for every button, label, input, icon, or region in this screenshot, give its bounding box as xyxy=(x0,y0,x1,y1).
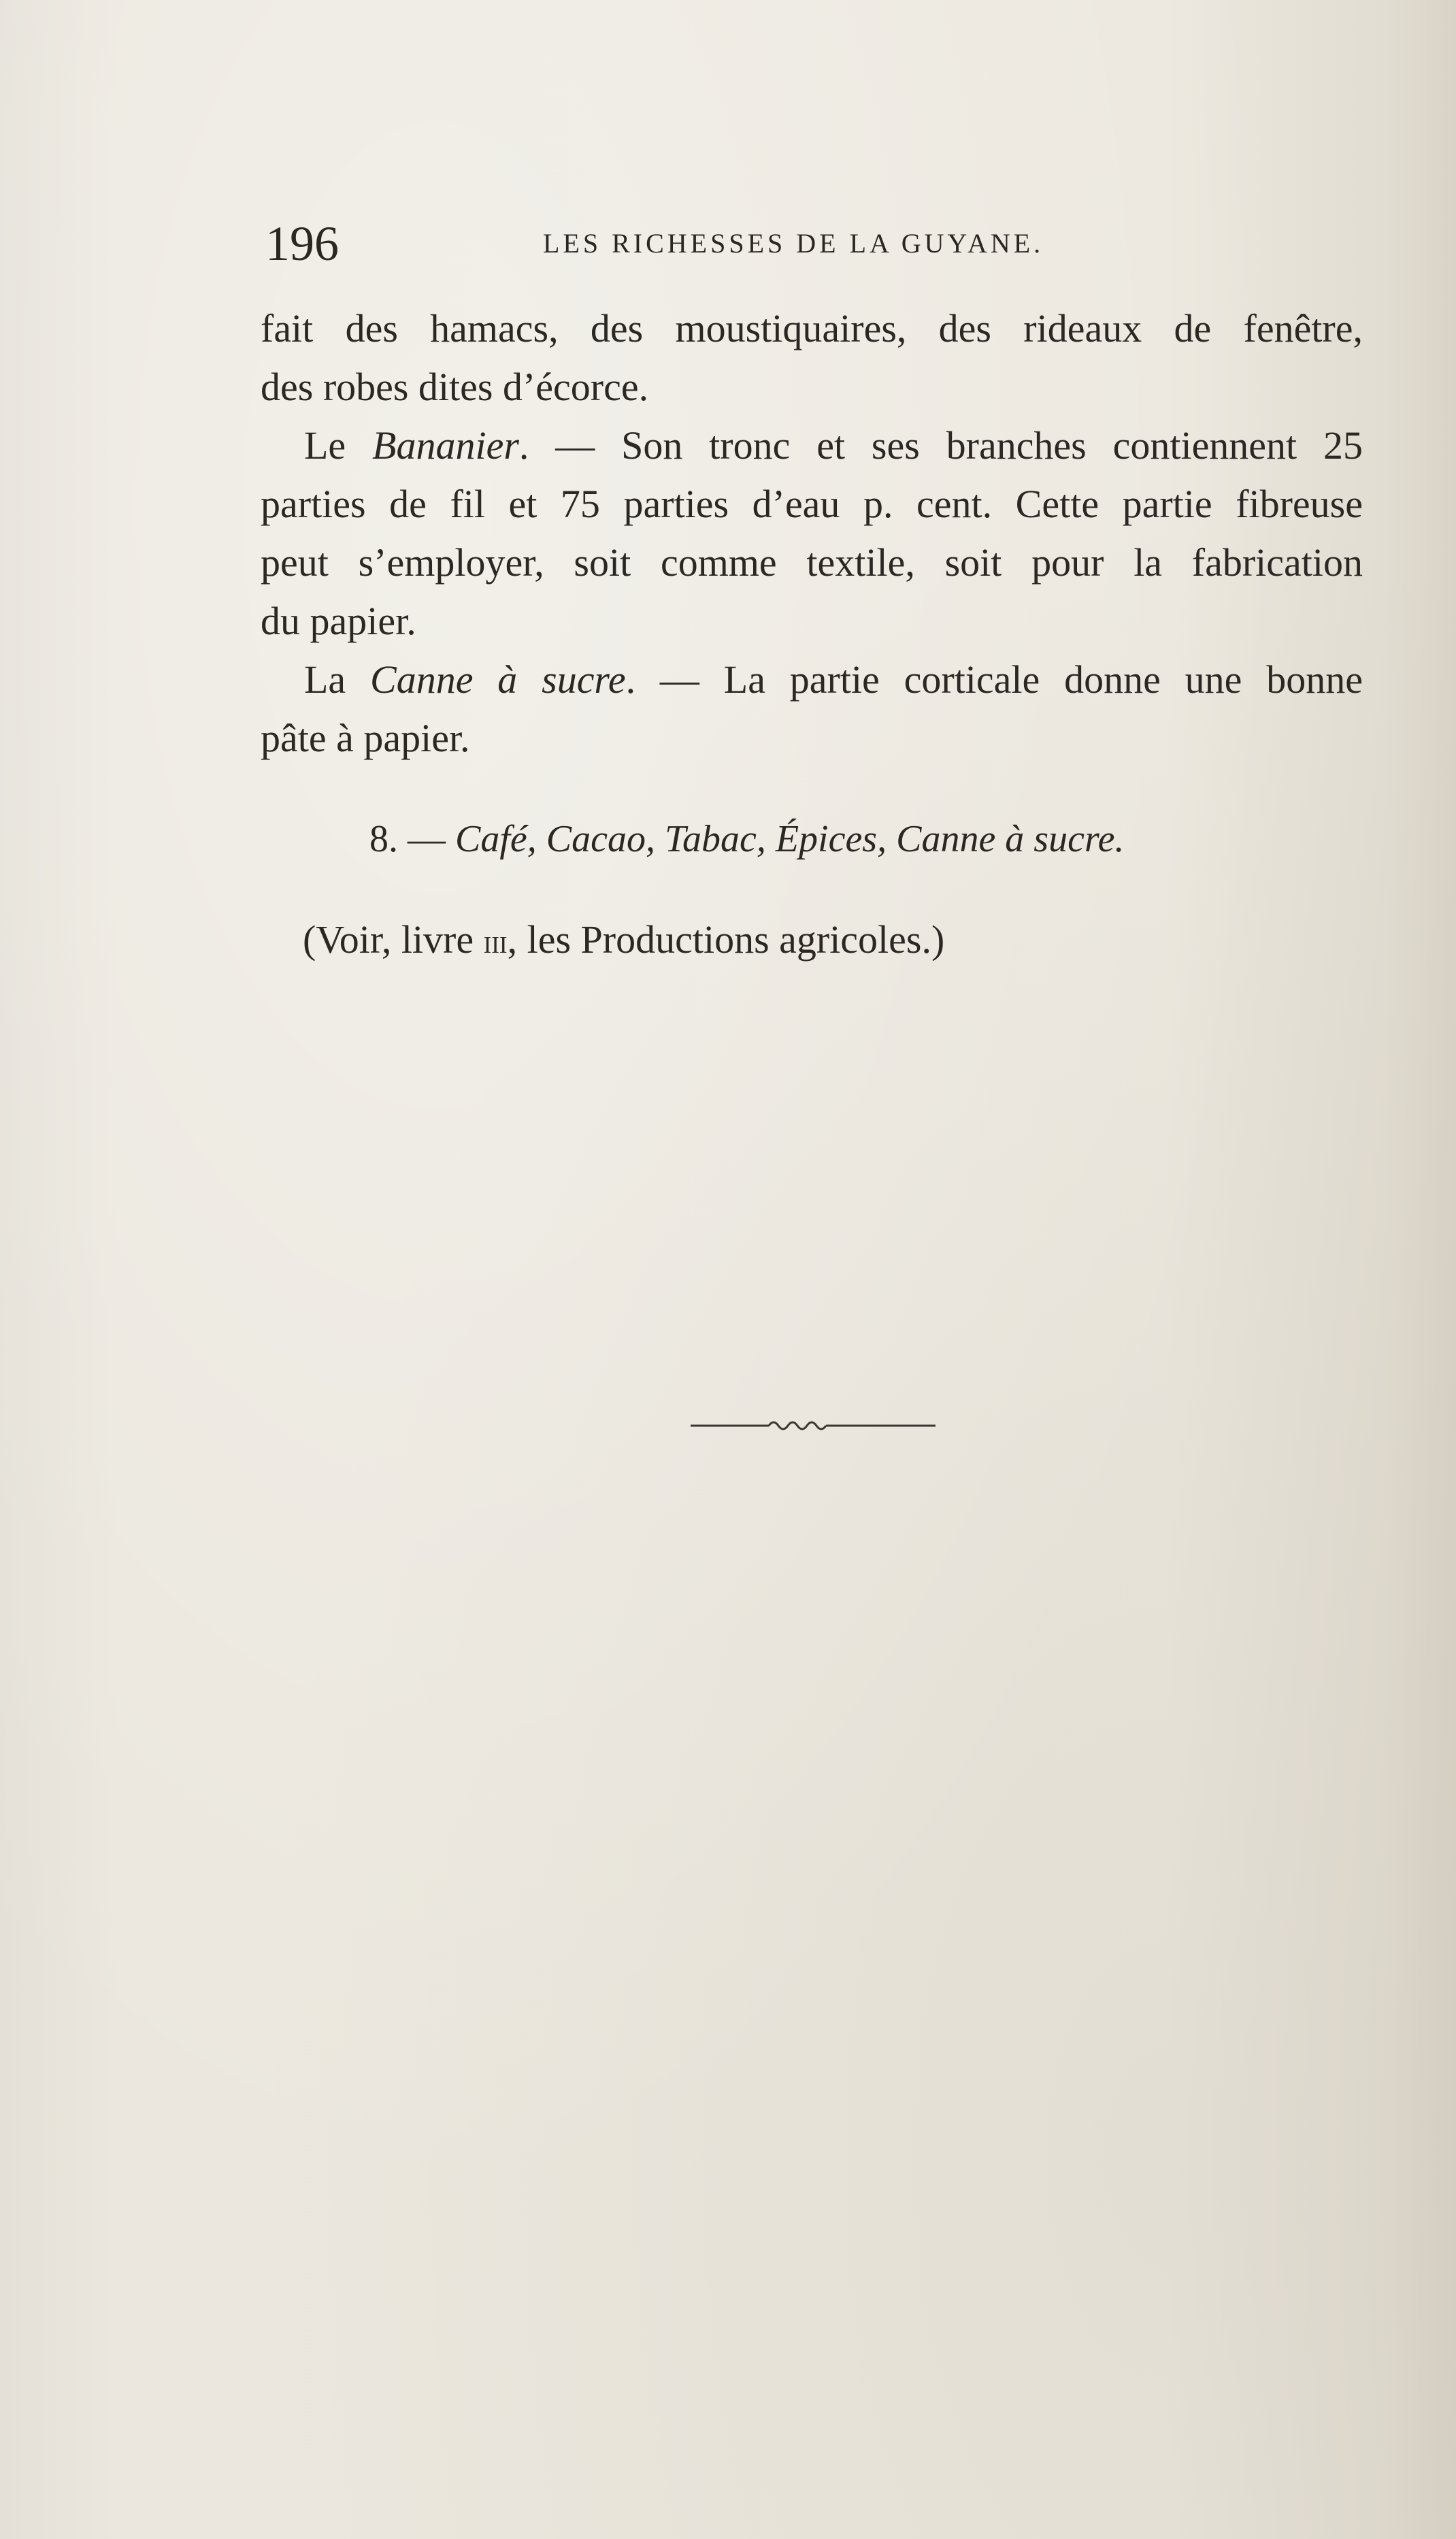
text-line: fait des hamacs, des moustiquaires, des rideaux de fenêtre, xyxy=(261,306,1363,350)
paragraph-lead: Le xyxy=(304,423,373,468)
paragraph-lead: La xyxy=(304,657,371,702)
running-title: LES RICHESSES DE LA GUYANE. xyxy=(543,228,1044,259)
text-line: des robes dites d’écorce. xyxy=(261,365,649,409)
paragraph-text: . — Son tronc et ses branches contiennent 25 xyxy=(518,423,1363,468)
text-line: du papier. xyxy=(261,599,416,643)
text-line xyxy=(261,416,1363,475)
text-line: peut s’employer, soit comme textile, soit pour la fabrication xyxy=(261,540,1363,585)
book-number: iii xyxy=(483,922,508,960)
paragraph-text: . — La partie corticale donne une bonne xyxy=(625,657,1363,702)
text-line xyxy=(261,651,1363,709)
end-ornament-icon xyxy=(691,1412,936,1439)
body-text xyxy=(261,299,1363,768)
section-note xyxy=(303,911,944,970)
section-heading xyxy=(369,810,1125,868)
plant-name-sugarcane: Canne à sucre xyxy=(370,657,626,702)
note-text: , les Productions agricoles.) xyxy=(507,917,945,962)
text-line: parties de fil et 75 parties d’eau p. cent. Cette partie fibreuse xyxy=(261,482,1363,526)
section-number: 8. — xyxy=(369,818,455,860)
section-title: Café, Cacao, Tabac, Épices, Canne à sucre. xyxy=(455,818,1125,860)
page-header xyxy=(265,216,1361,271)
note-text: (Voir, livre xyxy=(303,917,484,962)
page-number: 196 xyxy=(265,216,339,271)
text-line: pâte à papier. xyxy=(261,716,470,760)
plant-name-banana: Bananier xyxy=(372,423,519,468)
